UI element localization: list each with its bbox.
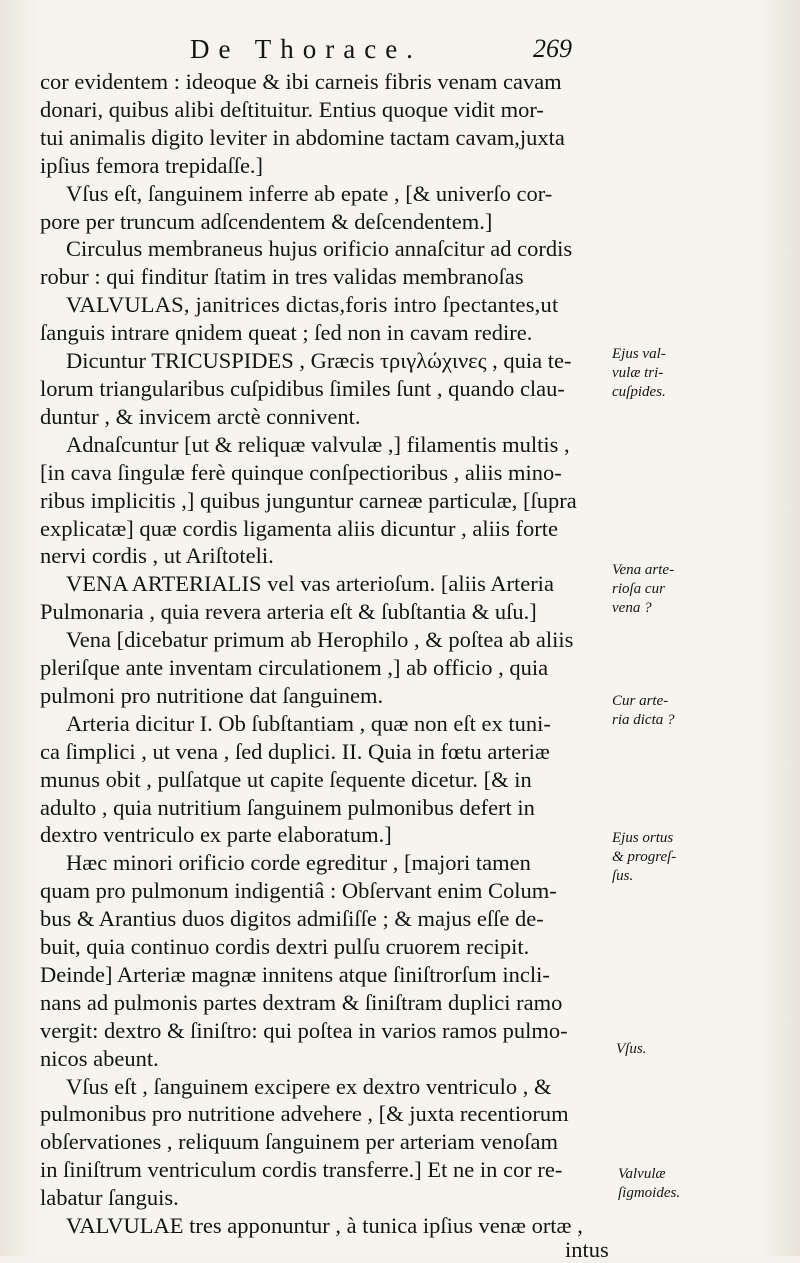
marginal-note-line: Valvulæ (618, 1166, 666, 1182)
text-line: Arteria dicitur I. Ob ſubſtantiam , quæ non eſt ex tuni- (66, 711, 551, 736)
text-line: robur : qui finditur ſtatim in tres validas membranoſas (40, 264, 524, 289)
text-line: duntur , & invicem arctè connivent. (40, 404, 361, 429)
marginal-note-line: vena ? (612, 600, 652, 616)
text-line: ipſius femora trepidaſſe.] (40, 153, 264, 178)
marginal-note-line: vulæ tri- (612, 365, 664, 381)
text-line: munus obit , pulſatque ut capite ſequente dicetur. [& in (40, 767, 532, 792)
text-line: [in cava ſingulæ ferè quinque conſpectioribus , aliis mino- (40, 460, 562, 485)
text-line: Circulus membraneus hujus orificio annaſcitur ad cordis (66, 236, 573, 261)
text-line: tui animalis digito leviter in abdomine tactam cavam,juxta (40, 125, 565, 150)
text-line: pulmoni pro nutritione dat ſanguinem. (40, 683, 384, 708)
text-line: VENA ARTERIALIS vel vas arterioſum. [aliis Arteria (66, 571, 554, 596)
text-line: nicos abeunt. (40, 1046, 159, 1071)
text-line: Deinde] Arteriæ magnæ innitens atque ſiniſtrorſum incli- (40, 962, 550, 987)
marginal-note-line: & progreſ- (612, 849, 677, 865)
text-line: Vſus eſt, ſanguinem inferre ab epate , [& univerſo cor- (66, 181, 553, 206)
text-line: dextro ventriculo ex parte elaboratum.] (40, 822, 392, 847)
text-line: nans ad pulmonis partes dextram & ſiniſtram duplici ramo (40, 990, 563, 1015)
text-line: pleriſque ante inventam circulationem ,] ab officio , quia (40, 655, 549, 680)
text-line: ſanguis intrare qnidem queat ; ſed non in cavam redire. (40, 320, 533, 345)
text-line: adulto , quia nutritium ſanguinem pulmonibus defert in (40, 795, 535, 820)
text-line: explicatæ] quæ cordis ligamenta aliis dicuntur , aliis forte (40, 516, 558, 541)
text-line: ca ſimplici , ut vena , ſed duplici. II. Quia in fœtu arteriæ (40, 739, 550, 764)
marginal-note (616, 1040, 731, 1059)
text-line: buit, quia continuo cordis dextri pulſu cruorem recipit. (40, 934, 530, 959)
text-line: Vſus eſt , ſanguinem excipere ex dextro ventriculo , & (66, 1074, 552, 1099)
marginal-note-line: Vena arte- (612, 562, 675, 578)
running-title: De Thorace. (190, 34, 422, 64)
text-line: pulmonibus pro nutritione advehere , [& juxta recentiorum (40, 1101, 569, 1126)
text-line: cor evidentem : ideoque & ibi carneis fibris venam cavam (40, 69, 562, 94)
text-line: obſervationes , reliquum ſanguinem per arteriam venoſam (40, 1129, 558, 1154)
text-line: Adnaſcuntur [ut & reliquæ valvulæ ,] filamentis multis , (66, 432, 570, 457)
text-line: in ſiniſtrum ventriculum cordis transferre.] Et ne in cor re- (40, 1157, 563, 1182)
text-line: VALVULAS, janitrices dictas,foris intro ſpectantes,ut (66, 292, 559, 317)
marginal-note-line: cuſpides. (612, 384, 666, 400)
text-line: ribus implicitis ,] quibus junguntur carneæ particulæ, [ſupra (40, 488, 577, 513)
marginal-note-line: Vſus. (616, 1041, 647, 1057)
text-line: nervi cordis , ut Ariſtoteli. (40, 543, 274, 568)
text-line: bus & Arantius duos digitos admiſiſſe ; & majus eſſe de- (40, 906, 544, 931)
text-line: Vena [dicebatur primum ab Herophilo , & poſtea ab aliis (66, 627, 574, 652)
marginal-note-line: ſus. (612, 868, 634, 884)
marginal-note-line: ria dicta ? (612, 712, 675, 728)
marginal-note (612, 561, 727, 618)
page-number: 269 (533, 34, 572, 63)
marginal-note (612, 692, 727, 730)
marginal-note (618, 1165, 733, 1203)
marginal-note (612, 829, 727, 886)
page-header (0, 34, 800, 68)
marginal-note-line: rioſa cur (612, 581, 665, 597)
text-line: vergit: dextro & ſiniſtro: qui poſtea in varios ramos pulmo- (40, 1018, 568, 1043)
marginal-note-line: ſigmoides. (618, 1185, 681, 1201)
text-line: Pulmonaria , quia revera arteria eſt & ſubſtantia & uſu.] (40, 599, 537, 624)
marginal-note-line: Ejus ortus (612, 830, 674, 846)
marginal-note-line: Cur arte- (612, 693, 669, 709)
text-line: VALVULAE tres apponuntur , à tunica ipſius venæ ortæ , (66, 1213, 583, 1238)
catchword: intus (565, 1237, 609, 1262)
text-line: Hæc minori orificio corde egreditur , [majori tamen (66, 850, 531, 875)
text-line: Dicuntur TRICUSPIDES , Græcis τριγλώχινες , quia te- (66, 348, 572, 373)
text-line: lorum triangularibus cuſpidibus ſimiles ſunt , quando clau- (40, 376, 565, 401)
text-line: pore per truncum adſcendentem & deſcendentem.] (40, 209, 493, 234)
marginal-note (612, 345, 727, 402)
text-line: quam pro pulmonum indigentiâ : Obſervant enim Colum- (40, 878, 557, 903)
text-line: donari, quibus alibi deſtituitur. Entius quoque vidit mor- (40, 97, 544, 122)
marginal-note-line: Ejus val- (612, 346, 666, 362)
text-line: labatur ſanguis. (40, 1185, 179, 1210)
